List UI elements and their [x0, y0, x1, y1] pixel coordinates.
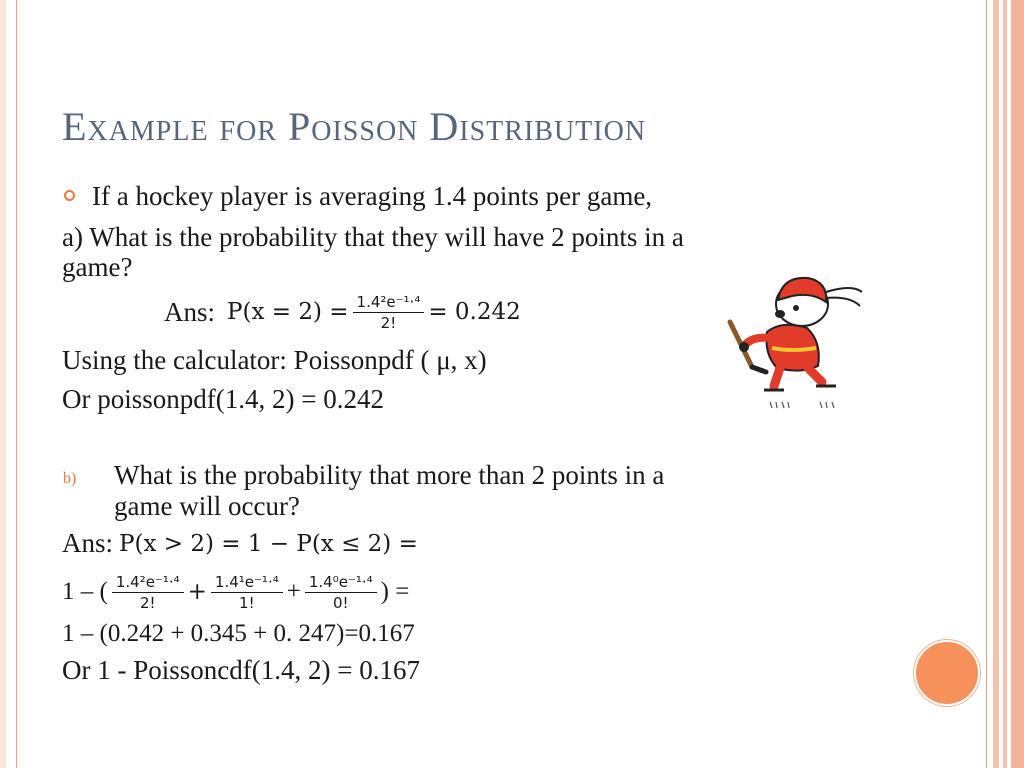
expansion-suffix: ) = [380, 578, 410, 605]
right-stripe-1 [993, 0, 999, 768]
fraction-1-denominator: 2! [139, 593, 156, 612]
answer-a-label: Ans: [164, 296, 216, 327]
fraction-2-denominator: 1! [239, 593, 255, 612]
expansion-prefix: 1 – ( [62, 578, 108, 605]
answer-b-expr: P(x > 2) = 1 − P(x ≤ 2) = [119, 530, 418, 557]
answer-a [164, 284, 521, 340]
answer-a-numerator: 1.4²e⁻¹·⁴ [353, 292, 425, 313]
plus-sign-1: + [187, 579, 207, 605]
plus-sign-2: + [286, 578, 301, 605]
hockey-player-clipart-icon [722, 262, 872, 412]
expansion-line [62, 564, 409, 620]
question-b-line1: What is the probability that more than 2 points in a [114, 460, 665, 490]
answer-a-fraction [353, 292, 425, 333]
right-stripe-3 [1011, 0, 1024, 768]
question-a-line2: game? [62, 252, 133, 282]
orange-circle-decoration [914, 640, 980, 706]
fraction-1 [112, 572, 184, 613]
fraction-2-numerator: 1.4¹e⁻¹·⁴ [211, 572, 283, 593]
fraction-2 [211, 572, 283, 613]
final-cdf-line: Or 1 - Poissoncdf(1.4, 2) = 0.167 [62, 655, 420, 685]
slide-title: Example for Poisson Distribution [62, 104, 647, 149]
left-stripe [0, 0, 6, 768]
fraction-3 [305, 572, 377, 613]
answer-a-lhs: P(x = 2) = [227, 299, 349, 325]
or-pdf-line: Or poissonpdf(1.4, 2) = 0.242 [62, 384, 384, 414]
bullet-circle-icon [64, 190, 75, 201]
answer-b [62, 528, 418, 559]
fraction-1-numerator: 1.4²e⁻¹·⁴ [112, 572, 184, 593]
calculator-line: Using the calculator: Poissonpdf ( μ, x) [62, 345, 487, 375]
right-stripe-2 [1003, 0, 1007, 768]
answer-b-label: Ans: [62, 528, 114, 558]
question-a-line1: a) What is the probability that they will have 2 points in a [62, 222, 684, 252]
bullet-text-1: If a hockey player is averaging 1.4 points per game, [92, 181, 653, 211]
sum-line: 1 – (0.242 + 0.345 + 0. 247)=0.167 [62, 620, 415, 647]
question-b-line2: game will occur? [114, 491, 300, 521]
fraction-3-numerator: 1.4⁰e⁻¹·⁴ [305, 572, 377, 593]
answer-a-denominator: 2! [380, 313, 397, 332]
sub-marker-b: b) [63, 470, 77, 487]
fraction-3-denominator: 0! [332, 593, 349, 612]
answer-a-result: = 0.242 [428, 299, 521, 325]
